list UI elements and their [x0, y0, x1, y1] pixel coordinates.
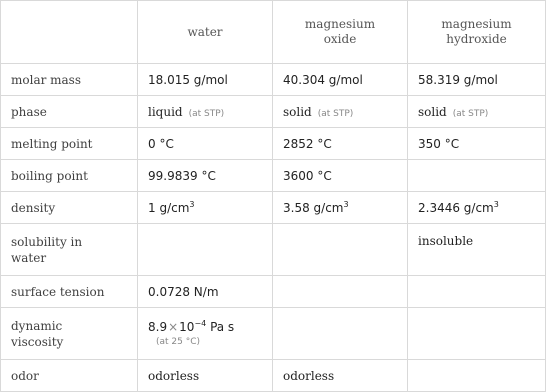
header-row — [1, 1, 546, 64]
table-row-surface-tension — [1, 276, 546, 308]
cell-water-odor: odorless — [138, 360, 273, 392]
cell-mgo-surface-tension — [273, 276, 408, 308]
cell-mgoh2-phase-note: (at STP) — [452, 108, 489, 119]
table-row-dynamic-viscosity — [1, 308, 546, 360]
row-label-solubility — [1, 224, 138, 276]
corner-header-cell — [1, 1, 138, 64]
column-header-magnesium-oxide-line1: magnesium — [304, 17, 376, 31]
cell-water-density-exponent: 3 — [189, 199, 195, 209]
cell-water-viscosity-times: × — [168, 320, 179, 334]
table-row-odor — [1, 360, 546, 392]
cell-water-phase-note: (at STP) — [188, 108, 225, 119]
cell-water-melting-point: 0 °C — [138, 128, 273, 160]
cell-water-viscosity-unit: Pa s — [210, 320, 235, 334]
cell-mgo-solubility — [273, 224, 408, 276]
cell-mgo-density-value: 3.58 g/cm — [283, 200, 344, 215]
row-label-boiling-point: boiling point — [1, 160, 138, 192]
cell-mgo-melting-point: 2852 °C — [273, 128, 408, 160]
row-label-melting-point: melting point — [1, 128, 138, 160]
cell-mgoh2-molar-mass: 58.319 g/mol — [408, 64, 546, 96]
row-label-dynamic-viscosity — [1, 308, 138, 360]
column-header-magnesium-hydroxide-line2: hydroxide — [446, 32, 507, 46]
cell-mgoh2-phase — [408, 96, 546, 128]
cell-mgoh2-density-value: 2.3446 g/cm — [418, 200, 494, 215]
row-label-solubility-line2: water — [11, 250, 47, 265]
table-row-melting-point — [1, 128, 546, 160]
table-row-molar-mass — [1, 64, 546, 96]
row-label-dynamic-viscosity-line1: dynamic — [11, 318, 63, 333]
cell-mgo-boiling-point: 3600 °C — [273, 160, 408, 192]
cell-water-surface-tension: 0.0728 N/m — [138, 276, 273, 308]
cell-mgoh2-boiling-point — [408, 160, 546, 192]
cell-mgoh2-density-exponent: 3 — [493, 199, 499, 209]
cell-water-viscosity-base: 10 — [179, 320, 195, 334]
cell-water-viscosity-exponent: −4 — [194, 319, 207, 328]
cell-mgo-phase-value: solid — [283, 104, 312, 119]
table-row-solubility — [1, 224, 546, 276]
row-label-molar-mass: molar mass — [1, 64, 138, 96]
table-row-phase — [1, 96, 546, 128]
row-label-dynamic-viscosity-line2: viscosity — [11, 334, 64, 349]
cell-water-density — [138, 192, 273, 224]
cell-mgoh2-melting-point: 350 °C — [408, 128, 546, 160]
cell-mgoh2-surface-tension — [408, 276, 546, 308]
cell-mgo-density-exponent: 3 — [343, 199, 349, 209]
row-label-surface-tension: surface tension — [1, 276, 138, 308]
column-header-water-line1: water — [187, 24, 223, 39]
row-label-solubility-line1: solubility in — [11, 234, 83, 249]
cell-mgo-phase — [273, 96, 408, 128]
cell-mgo-density — [273, 192, 408, 224]
row-label-odor: odor — [1, 360, 138, 392]
cell-water-solubility — [138, 224, 273, 276]
cell-mgoh2-solubility: insoluble — [408, 224, 546, 276]
column-header-water — [138, 1, 273, 64]
cell-mgoh2-phase-value: solid — [418, 104, 447, 119]
row-label-phase: phase — [1, 96, 138, 128]
cell-mgo-dynamic-viscosity — [273, 308, 408, 360]
cell-water-density-value: 1 g/cm — [148, 200, 190, 215]
column-header-magnesium-hydroxide-line1: magnesium — [441, 17, 512, 31]
cell-water-boiling-point: 99.9839 °C — [138, 160, 273, 192]
cell-mgo-phase-note: (at STP) — [317, 108, 354, 119]
cell-water-viscosity-note: (at 25 °C) — [156, 337, 201, 347]
cell-mgo-molar-mass: 40.304 g/mol — [273, 64, 408, 96]
cell-mgo-odor: odorless — [273, 360, 408, 392]
column-header-magnesium-oxide-line2: oxide — [323, 32, 357, 46]
cell-mgoh2-odor — [408, 360, 546, 392]
cell-water-phase — [138, 96, 273, 128]
column-header-magnesium-oxide — [273, 1, 408, 64]
cell-water-viscosity-mantissa: 8.9 — [148, 320, 168, 334]
row-label-density: density — [1, 192, 138, 224]
cell-water-molar-mass: 18.015 g/mol — [138, 64, 273, 96]
table-row-boiling-point — [1, 160, 546, 192]
cell-water-phase-value: liquid — [148, 104, 183, 119]
table-row-density — [1, 192, 546, 224]
cell-mgoh2-dynamic-viscosity — [408, 308, 546, 360]
column-header-magnesium-hydroxide — [408, 1, 546, 64]
cell-mgoh2-density — [408, 192, 546, 224]
cell-water-dynamic-viscosity — [138, 308, 273, 360]
